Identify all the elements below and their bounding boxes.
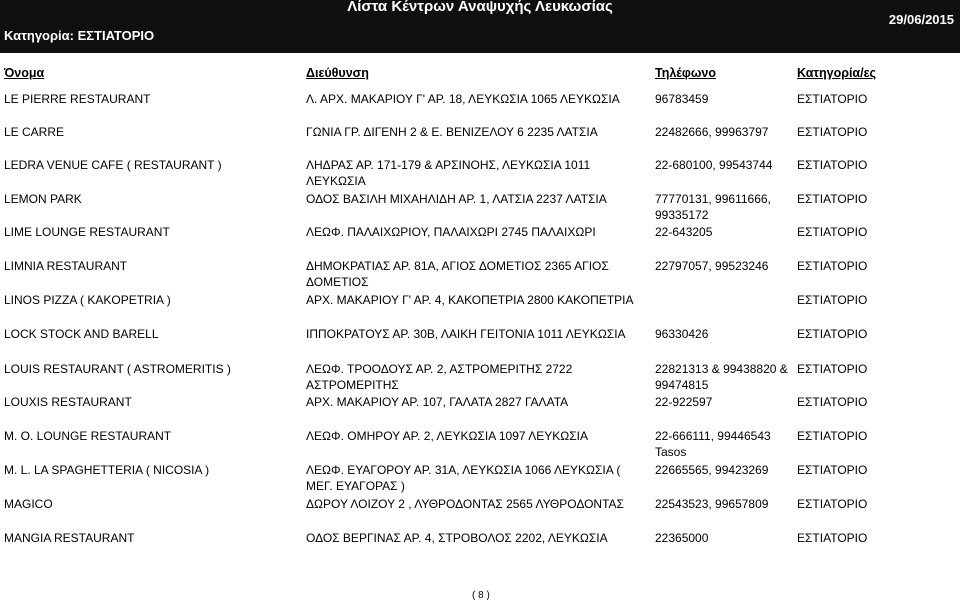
row-address: ΔΩΡΟΥ ΛΟΙΖΟΥ 2 , ΛΥΘΡΟΔΟΝΤΑΣ 2565 ΛΥΘΡΟΔΟΝΤΑΣ xyxy=(306,497,624,511)
table-row xyxy=(0,258,960,292)
row-phone: 77770131, 99611666, 99335172 xyxy=(655,192,771,222)
table-row xyxy=(0,496,960,530)
row-category: ΕΣΤΙΑΤΟΡΙΟ xyxy=(797,395,868,409)
row-category: ΕΣΤΙΑΤΟΡΙΟ xyxy=(797,92,868,106)
row-phone: 22665565, 99423269 xyxy=(655,463,769,477)
row-phone: 22365000 xyxy=(655,531,709,545)
row-address: ΙΠΠΟΚΡΑΤΟΥΣ ΑΡ. 30Β, ΛΑΙΚΗ ΓΕΙΤΟΝΙΑ 1011 ΛΕΥΚΩΣΙΑ xyxy=(306,327,626,341)
row-name: LE PIERRE RESTAURANT xyxy=(4,92,151,106)
row-name: M. O. LOUNGE RESTAURANT xyxy=(4,429,172,443)
row-category: ΕΣΤΙΑΤΟΡΙΟ xyxy=(797,192,868,206)
row-category: ΕΣΤΙΑΤΟΡΙΟ xyxy=(797,463,868,477)
row-address: ΛΕΩΦ. ΤΡΟΟΔΟΥΣ ΑΡ. 2, ΑΣΤΡΟΜΕΡΙΤΗΣ 2722 ΑΣΤΡΟΜΕΡΙΤΗΣ xyxy=(306,362,573,392)
table-row xyxy=(0,326,960,360)
row-phone: 22543523, 99657809 xyxy=(655,497,769,511)
table-row xyxy=(0,91,960,125)
row-category: ΕΣΤΙΑΤΟΡΙΟ xyxy=(797,362,868,376)
table-row xyxy=(0,124,960,158)
row-phone: 96330426 xyxy=(655,327,709,341)
row-name: LOCK STOCK AND BARELL xyxy=(4,327,159,341)
row-name: LEMON PARK xyxy=(4,192,82,206)
row-address: ΛΕΩΦ. ΠΑΛΑΙΧΩΡΙΟΥ, ΠΑΛΑΙΧΩΡΙ 2745 ΠΑΛΑΙΧΩΡΙ xyxy=(306,225,596,239)
row-phone: 22-680100, 99543744 xyxy=(655,158,773,172)
row-category: ΕΣΤΙΑΤΟΡΙΟ xyxy=(797,259,868,273)
row-address: ΑΡΧ. ΜΑΚΑΡΙΟΥ Γ' ΑΡ. 4, ΚΑΚΟΠΕΤΡΙΑ 2800 ΚΑΚΟΠΕΤΡΙΑ xyxy=(306,293,634,307)
row-address: ΔΗΜΟΚΡΑΤΙΑΣ ΑΡ. 81Α, ΑΓΙΟΣ ΔΟΜΕΤΙΟΣ 2365 ΑΓΙΟΣ ΔΟΜΕΤΙΟΣ xyxy=(306,259,609,289)
row-category: ΕΣΤΙΑΤΟΡΙΟ xyxy=(797,497,868,511)
table-row xyxy=(0,157,960,191)
row-address: ΑΡΧ. ΜΑΚΑΡΙΟΥ ΑΡ. 107, ΓΑΛΑΤΑ 2827 ΓΑΛΑΤΑ xyxy=(306,395,569,409)
row-name: LINOS PIZZA ( KAKOPETRIA ) xyxy=(4,293,171,307)
row-address: ΟΔΟΣ ΒΕΡΓΙΝΑΣ ΑΡ. 4, ΣΤΡΟΒΟΛΟΣ 2202, ΛΕΥΚΩΣΙΑ xyxy=(306,531,608,545)
column-header-category: Κατηγορία/ες xyxy=(797,66,877,80)
table-row xyxy=(0,394,960,428)
row-category: ΕΣΤΙΑΤΟΡΙΟ xyxy=(797,293,868,307)
row-name: M. L. LA SPAGHETTERIA ( NICOSIA ) xyxy=(4,463,210,477)
row-category: ΕΣΤΙΑΤΟΡΙΟ xyxy=(797,225,868,239)
row-category: ΕΣΤΙΑΤΟΡΙΟ xyxy=(797,531,868,545)
table-row xyxy=(0,361,960,395)
row-name: LIMNIA RESTAURANT xyxy=(4,259,128,273)
row-address: ΟΔΟΣ ΒΑΣΙΛΗ ΜΙΧΑΗΛΙΔΗ ΑΡ. 1, ΛΑΤΣΙΑ 2237 ΛΑΤΣΙΑ xyxy=(306,192,607,206)
row-phone: 22821313 & 99438820 & 99474815 xyxy=(655,362,788,392)
page-header xyxy=(0,0,960,53)
row-category: ΕΣΤΙΑΤΟΡΙΟ xyxy=(797,125,868,139)
column-header-phone: Τηλέφωνο xyxy=(655,66,717,80)
row-phone: 96783459 xyxy=(655,92,709,106)
column-header-name: Όνομα xyxy=(4,66,45,80)
table-row xyxy=(0,530,960,564)
row-phone: 22-666111, 99446543 Tasos xyxy=(655,429,771,459)
row-name: LE CARRE xyxy=(4,125,65,139)
page-number: ( 8 ) xyxy=(472,590,490,601)
row-address: ΛΕΩΦ. ΕΥΑΓΟΡΟΥ ΑΡ. 31Α, ΛΕΥΚΩΣΙΑ 1066 ΛΕΥΚΩΣΙΑ ( ΜΕΓ. ΕΥΑΓΟΡΑΣ ) xyxy=(306,463,621,493)
row-name: MAGICO xyxy=(4,497,53,511)
row-address: Λ. ΑΡΧ. ΜΑΚΑΡΙΟΥ Γ' ΑΡ. 18, ΛΕΥΚΩΣΙΑ 1065 ΛΕΥΚΩΣΙΑ xyxy=(306,92,620,106)
table-row xyxy=(0,428,960,462)
report-date: 29/06/2015 xyxy=(888,12,954,27)
category-label: Κατηγορία: ΕΣΤΙΑΤΟΡΙΟ xyxy=(4,28,155,43)
table-row xyxy=(0,462,960,496)
row-phone: 22482666, 99963797 xyxy=(655,125,769,139)
table-row xyxy=(0,292,960,326)
column-header-address: Διεύθυνση xyxy=(306,66,369,80)
row-phone: 22797057, 99523246 xyxy=(655,259,769,273)
row-phone: 22-922597 xyxy=(655,395,713,409)
row-address: ΓΩΝΙΑ ΓΡ. ΔΙΓΕΝΗ 2 & Ε. ΒΕΝΙΖΕΛΟΥ 6 2235 ΛΑΤΣΙΑ xyxy=(306,125,598,139)
row-name: LIME LOUNGE RESTAURANT xyxy=(4,225,170,239)
row-name: LOUIS RESTAURANT ( ASTROMERITIS ) xyxy=(4,362,231,376)
row-name: LOUXIS RESTAURANT xyxy=(4,395,132,409)
row-category: ΕΣΤΙΑΤΟΡΙΟ xyxy=(797,158,868,172)
row-address: ΛΕΩΦ. ΟΜΗΡΟΥ ΑΡ. 2, ΛΕΥΚΩΣΙΑ 1097 ΛΕΥΚΩΣΙΑ xyxy=(306,429,589,443)
row-phone: 22-643205 xyxy=(655,225,713,239)
row-category: ΕΣΤΙΑΤΟΡΙΟ xyxy=(797,429,868,443)
row-name: MANGIA RESTAURANT xyxy=(4,531,135,545)
row-category: ΕΣΤΙΑΤΟΡΙΟ xyxy=(797,327,868,341)
row-address: ΛΗΔΡΑΣ ΑΡ. 171-179 & ΑΡΣΙΝΟΗΣ, ΛΕΥΚΩΣΙΑ 1011 ΛΕΥΚΩΣΙΑ xyxy=(306,158,591,188)
table-row xyxy=(0,224,960,258)
row-name: LEDRA VENUE CAFE ( RESTAURANT ) xyxy=(4,158,222,172)
table-row xyxy=(0,191,960,225)
page-title: Λίστα Κέντρων Αναψυχής Λευκωσίας xyxy=(347,0,613,15)
